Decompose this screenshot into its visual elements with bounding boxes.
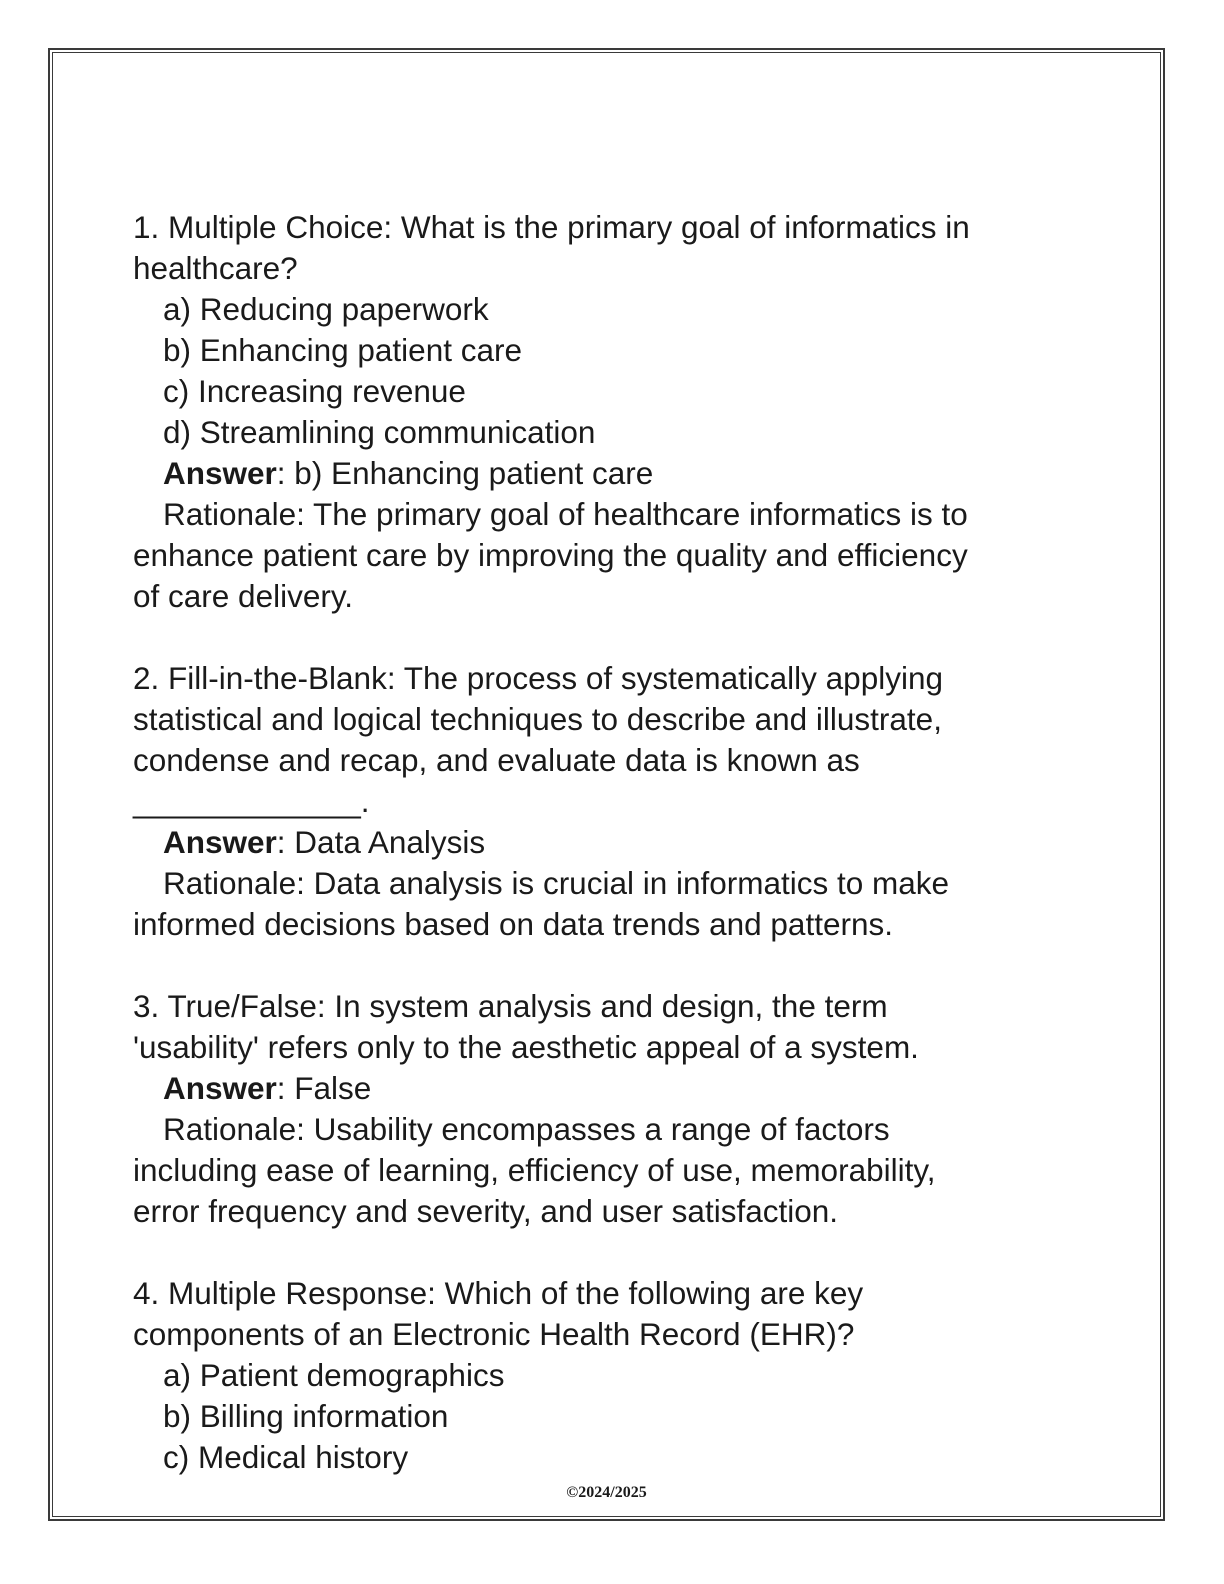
copyright-footer: ©2024/2025 bbox=[566, 1484, 647, 1501]
question-stem-line: statistical and logical techniques to describe and illustrate, bbox=[133, 701, 942, 737]
document-body bbox=[133, 207, 1093, 1478]
rationale-line: error frequency and severity, and user satisfaction. bbox=[133, 1193, 839, 1229]
rationale-line: Rationale: Usability encompasses a range of factors bbox=[163, 1111, 890, 1147]
answer-line bbox=[133, 453, 1093, 494]
rationale-line: including ease of learning, efficiency of use, memorability, bbox=[133, 1152, 936, 1188]
question-stem-line: 'usability' refers only to the aesthetic appeal of a system. bbox=[133, 1029, 919, 1065]
question-3 bbox=[133, 986, 1093, 1232]
question-stem-line: 4. Multiple Response: Which of the following are key bbox=[133, 1275, 864, 1311]
spacer bbox=[133, 945, 1093, 986]
rationale-line: enhance patient care by improving the quality and efficiency bbox=[133, 537, 968, 573]
rationale-line: Rationale: The primary goal of healthcare informatics is to bbox=[163, 496, 968, 532]
answer-text: : False bbox=[276, 1070, 372, 1106]
question-2 bbox=[133, 658, 1093, 945]
question-stem-line: 3. True/False: In system analysis and design, the term bbox=[133, 988, 888, 1024]
question-stem-line: components of an Electronic Health Record (EHR)? bbox=[133, 1316, 855, 1352]
spacer bbox=[133, 617, 1093, 658]
answer-line bbox=[133, 822, 1093, 863]
answer-text: : Data Analysis bbox=[276, 824, 486, 860]
question-stem-line: healthcare? bbox=[133, 250, 298, 286]
option-b: b) Enhancing patient care bbox=[163, 332, 522, 368]
fill-in-blank: _____________. bbox=[133, 783, 370, 819]
option-c: c) Increasing revenue bbox=[163, 373, 466, 409]
answer-text: : b) Enhancing patient care bbox=[276, 455, 654, 491]
question-stem-line: 2. Fill-in-the-Blank: The process of systematically applying bbox=[133, 660, 944, 696]
option-a: a) Patient demographics bbox=[163, 1357, 505, 1393]
spacer bbox=[133, 1232, 1093, 1273]
answer-label: Answer bbox=[163, 1070, 277, 1106]
answer-label: Answer bbox=[163, 824, 277, 860]
rationale-line: informed decisions based on data trends and patterns. bbox=[133, 906, 893, 942]
answer-label: Answer bbox=[163, 455, 277, 491]
question-stem-line: 1. Multiple Choice: What is the primary goal of informatics in bbox=[133, 209, 970, 245]
rationale-line: of care delivery. bbox=[133, 578, 354, 614]
option-b: b) Billing information bbox=[163, 1398, 449, 1434]
question-stem-line: condense and recap, and evaluate data is known as bbox=[133, 742, 860, 778]
question-4 bbox=[133, 1273, 1093, 1478]
rationale-line: Rationale: Data analysis is crucial in informatics to make bbox=[163, 865, 950, 901]
question-1 bbox=[133, 207, 1093, 617]
answer-line bbox=[133, 1068, 1093, 1109]
option-d: d) Streamlining communication bbox=[163, 414, 596, 450]
option-c: c) Medical history bbox=[163, 1439, 409, 1475]
option-a: a) Reducing paperwork bbox=[163, 291, 489, 327]
